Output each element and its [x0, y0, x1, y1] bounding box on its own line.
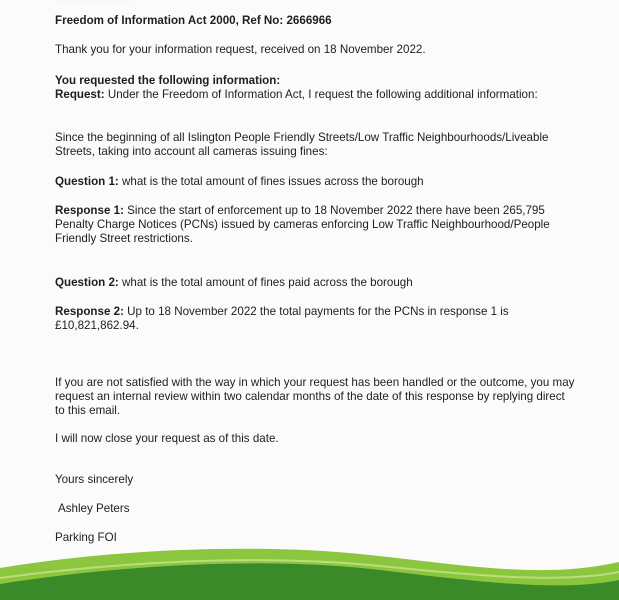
response-2-label: Response 2:	[55, 305, 124, 318]
question-1-text: what is the total amount of fines issues across the borough	[118, 175, 424, 188]
response-2-text: Up to 18 November 2022 the total payments for the PCNs in response 1 is £10,821,862.94.	[55, 305, 509, 332]
question-1	[55, 175, 585, 189]
question-2	[55, 276, 585, 290]
since-paragraph: Since the beginning of all Islington People Friendly Streets/Low Traffic Neighbourhoods/Liveable Streets, taking into account all cameras issuing fines:	[55, 131, 549, 158]
response-1	[55, 204, 585, 246]
question-2-label: Question 2:	[55, 276, 119, 289]
sign-off: Yours sincerely	[55, 473, 134, 486]
question-2-text: what is the total amount of fines paid across the borough	[118, 276, 413, 289]
review-paragraph: If you are not satisfied with the way in which your request has been handled or the outcome, you may request an internal review within two calendar months of the date of this response by replying direct to this email.	[55, 376, 575, 417]
response-1-text: Since the start of enforcement up to 18 November 2022 there have been 265,795 Penalty Charge Notices (PCNs) issued by cameras enforcing Low Traffic Neighbourhood/People Friendly Street restrictions.	[55, 204, 550, 245]
response-1-label: Response 1:	[55, 204, 124, 217]
question-1-label: Question 1:	[55, 175, 119, 188]
green-wave-footer	[0, 540, 619, 600]
request-label: Request:	[55, 88, 105, 101]
close-paragraph: I will now close your request as of this date.	[55, 432, 279, 445]
response-2	[55, 305, 585, 333]
signatory-department: Parking FOI	[55, 531, 117, 544]
request-paragraph	[55, 88, 585, 102]
thanks-paragraph: Thank you for your information request, received on 18 November 2022.	[55, 43, 426, 56]
request-text: Under the Freedom of Information Act, I request the following additional information:	[104, 88, 538, 101]
signatory-name: Ashley Peters	[58, 502, 130, 515]
requested-heading: You requested the following information:	[55, 74, 281, 87]
letter-heading: Freedom of Information Act 2000, Ref No: 2666966	[55, 14, 332, 27]
cut-off-header-text	[55, 0, 135, 2]
